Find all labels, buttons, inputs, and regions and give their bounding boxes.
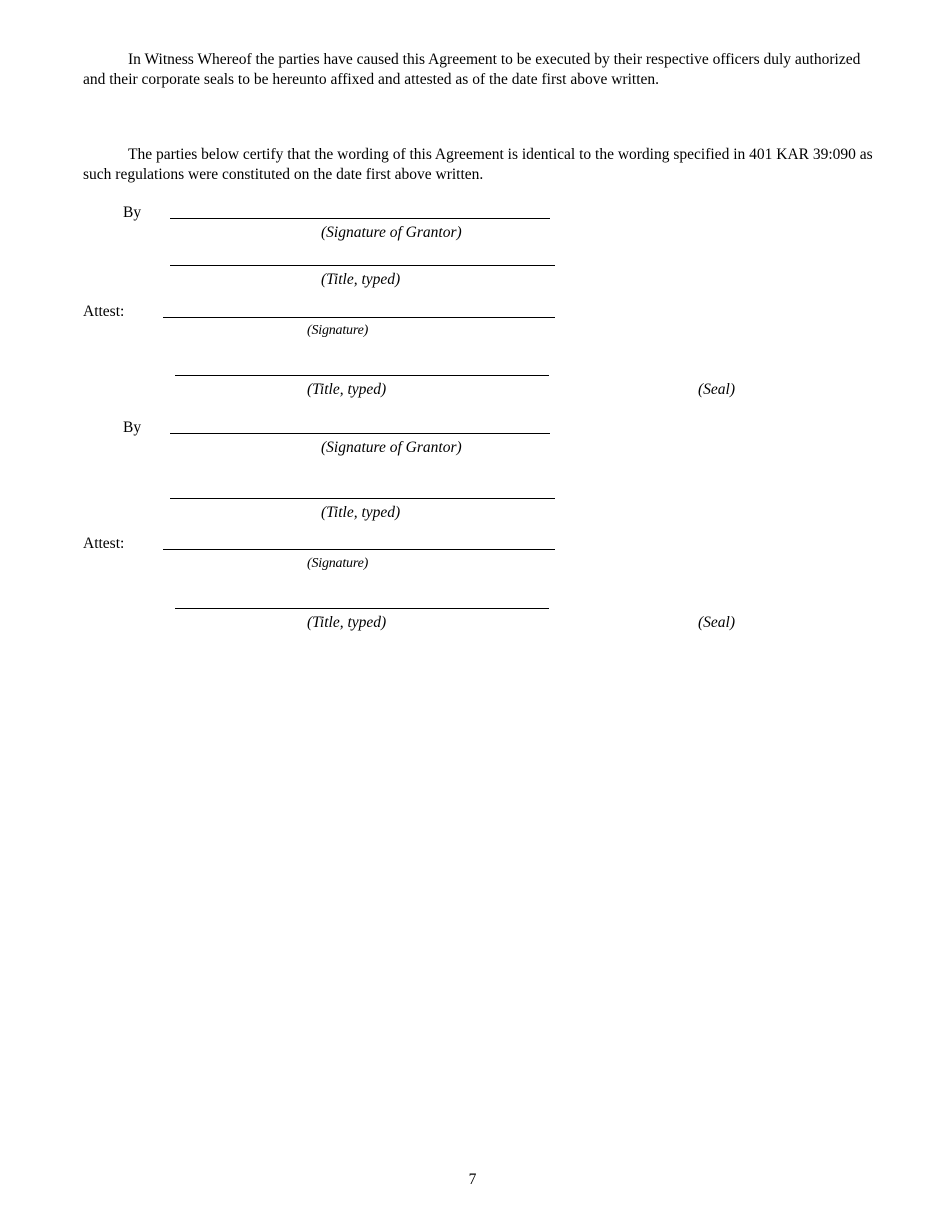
attest-title-caption: (Title, typed): [307, 614, 387, 631]
attest-title-line[interactable]: [175, 375, 549, 376]
certify-text: The parties below certify that the wording of this Agreement is identical to the wording specified in 401 KAR 39:090 as such regulations were constituted on the date first above written.: [83, 146, 873, 183]
attest-signature-line[interactable]: [163, 549, 555, 550]
grantor-signature-line[interactable]: [170, 433, 550, 434]
grantor-title-caption: (Title, typed): [321, 504, 401, 521]
grantor-title-caption: (Title, typed): [321, 271, 401, 288]
seal-label: (Seal): [698, 614, 736, 631]
attest-signature-caption: (Signature): [307, 556, 369, 571]
witness-paragraph: [83, 50, 883, 90]
attest-title-line[interactable]: [175, 608, 549, 609]
page-number: 7: [468, 1171, 477, 1188]
by-label: By: [123, 419, 142, 436]
witness-text: In Witness Whereof the parties have caused this Agreement to be executed by their respective officers duly authorized and their corporate seals to be hereunto affixed and attested as of the date first above written.: [83, 51, 861, 88]
grantor-signature-caption: (Signature of Grantor): [321, 224, 462, 241]
grantor-signature-line[interactable]: [170, 218, 550, 219]
attest-signature-line[interactable]: [163, 317, 555, 318]
by-label: By: [123, 204, 142, 221]
attest-signature-caption: (Signature): [307, 323, 369, 338]
attest-title-caption: (Title, typed): [307, 381, 387, 398]
grantor-title-line[interactable]: [170, 265, 555, 266]
seal-label: (Seal): [698, 381, 736, 398]
certify-paragraph: [83, 145, 883, 185]
grantor-signature-caption: (Signature of Grantor): [321, 439, 462, 456]
attest-label: Attest:: [83, 303, 125, 320]
attest-label: Attest:: [83, 535, 125, 552]
grantor-title-line[interactable]: [170, 498, 555, 499]
